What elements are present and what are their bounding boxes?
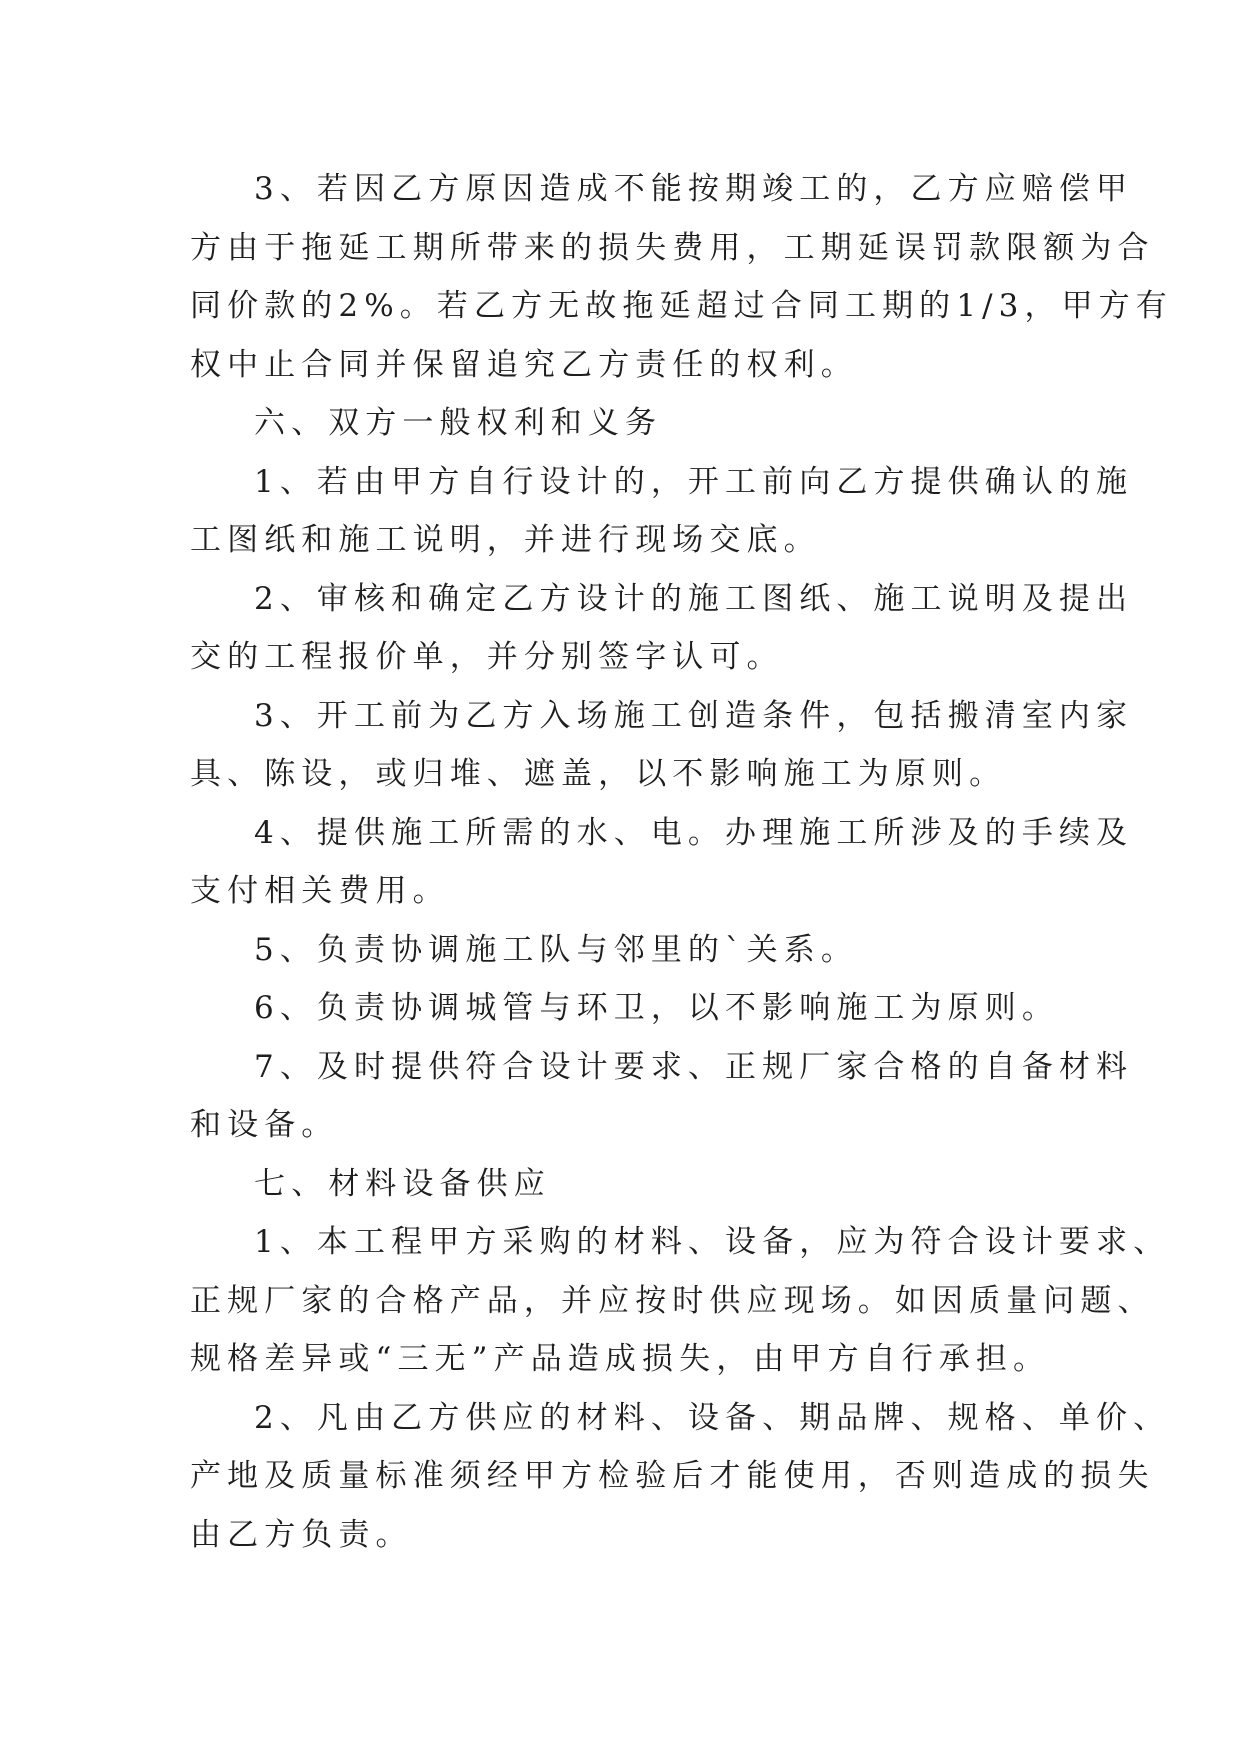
paragraph-6-6 [190,979,1059,1038]
paragraph-6-4 [190,804,1134,921]
text-line: 3、开工前为乙方入场施工创造条件，包括搬清室内家 [254,697,1134,734]
paragraph-7-1 [190,1213,1171,1389]
paragraph-6-7 [190,1038,1134,1155]
text-line: 7、及时提供符合设计要求、正规厂家合格的自备材料 [254,1048,1134,1085]
text-line: 1、本工程甲方采购的材料、设备，应为符合设计要求、 [254,1224,1171,1260]
paragraph-6-2 [190,570,1134,687]
text-line: 方由于拖延工期所带来的损失费用，工期延误罚款限额为合 [190,229,1155,266]
text-line: 6、负责协调城管与环卫，以不影响施工为原则。 [254,990,1059,1026]
text-line: 由乙方负责。 [190,1516,413,1553]
text-line: 和设备。 [190,1107,339,1143]
text-line: 正规厂家的合格产品，并应按时供应现场。如因质量问题、 [190,1282,1155,1319]
text-line: 3、若因乙方原因造成不能按期竣工的，乙方应赔偿甲 [254,171,1134,207]
section-heading-materials-supply [190,1155,1050,1214]
text-line: 规格差异或“三无”产品造成损失，由甲方自行承担。 [190,1341,1051,1377]
text-line: 支付相关费用。 [190,873,450,909]
section-heading: 七、材料设备供应 [254,1165,551,1202]
text-line: 具、陈设，或归堆、遮盖，以不影响施工为原则。 [190,756,1007,792]
text-line: 交的工程报价单，并分别签字认可。 [190,639,784,675]
text-line: 2、凡由乙方供应的材料、设备、期品牌、规格、单价、 [254,1399,1171,1436]
paragraph-6-1 [190,453,1134,570]
text-line: 权中止合同并保留追究乙方责任的权利。 [190,346,858,383]
paragraph-delay-penalty [190,160,1173,394]
paragraph-6-3 [190,687,1134,804]
document-body [190,160,1173,1564]
text-line: 同价款的2%。若乙方无故拖延超过合同工期的1/3，甲方有 [190,288,1173,324]
paragraph-7-2 [190,1389,1171,1565]
section-heading-rights-obligations [190,394,1050,453]
text-line: 1、若由甲方自行设计的，开工前向乙方提供确认的施 [254,463,1134,500]
section-heading: 六、双方一般权利和义务 [254,405,663,441]
text-line: 5、负责协调施工队与邻里的`关系。 [254,931,858,968]
text-line: 工图纸和施工说明，并进行现场交底。 [190,522,821,558]
text-line: 产地及质量标准须经甲方检验后才能使用，否则造成的损失 [190,1458,1155,1494]
text-line: 4、提供施工所需的水、电。办理施工所涉及的手续及 [254,814,1134,851]
text-line: 2、审核和确定乙方设计的施工图纸、施工说明及提出 [254,580,1134,617]
paragraph-6-5 [190,921,1050,980]
